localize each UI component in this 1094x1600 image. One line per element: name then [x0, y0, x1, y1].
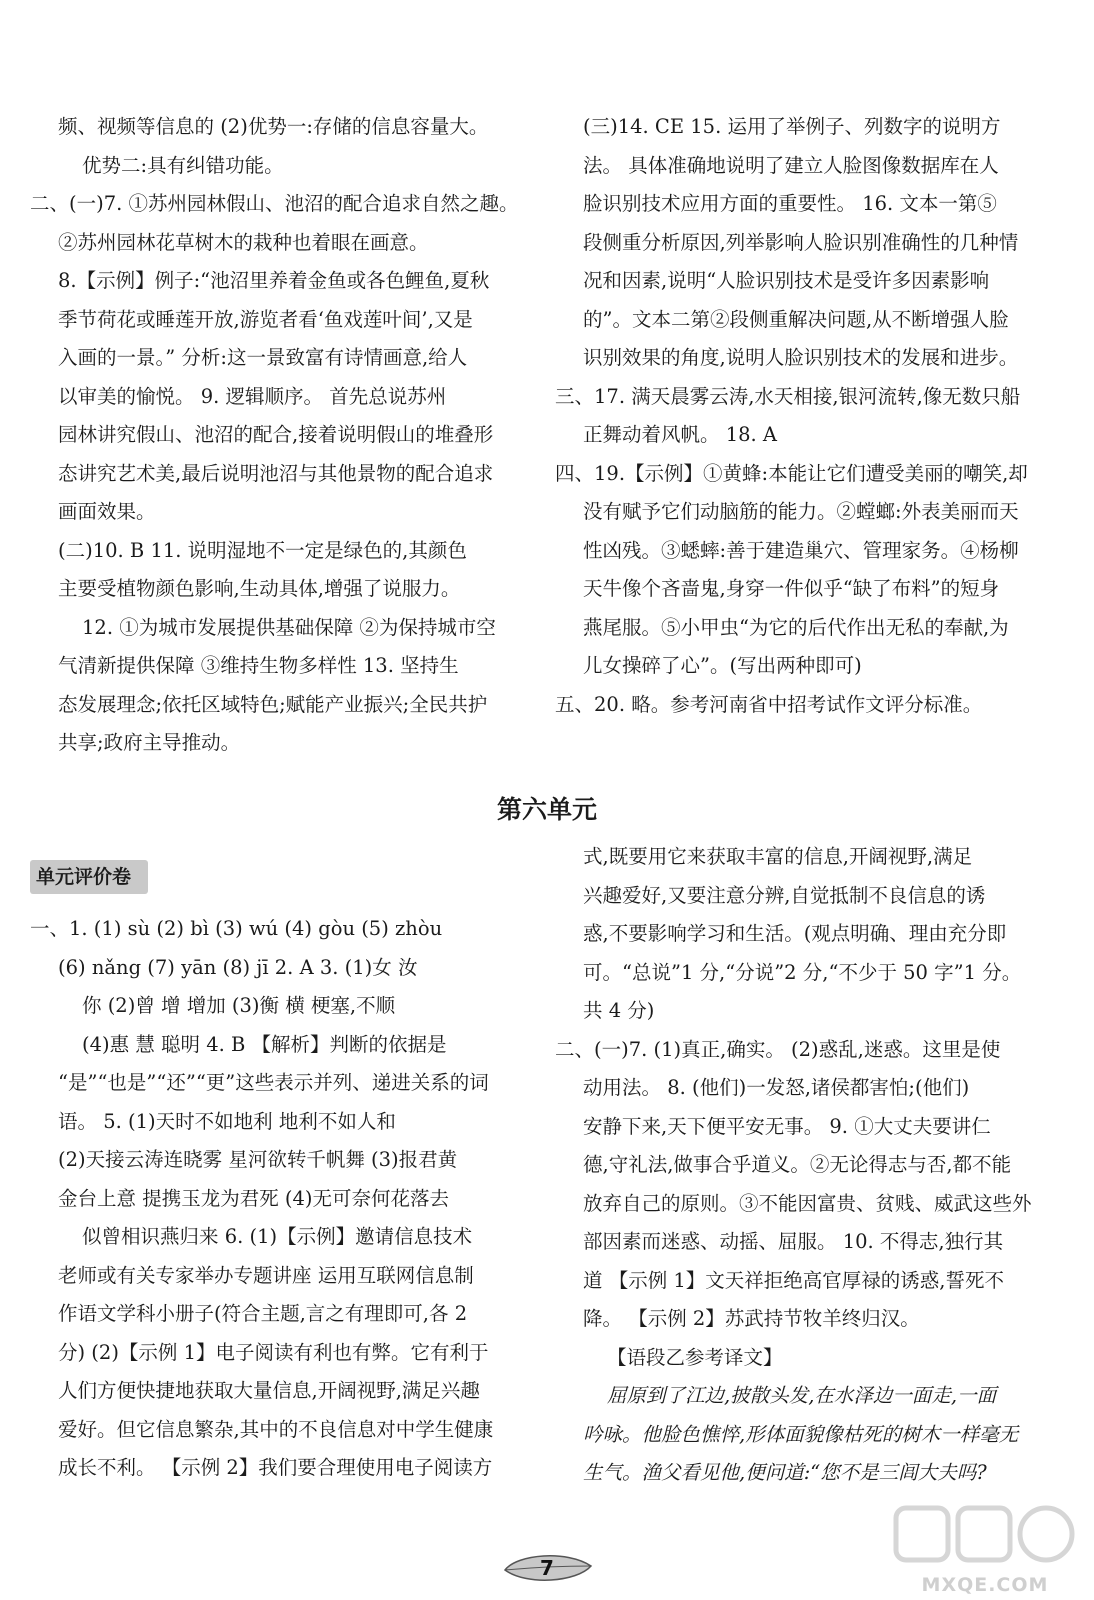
text-line: 德,守礼法,做事合乎道义。②无论得志与否,都不能 [583, 1153, 1012, 1176]
text-line: 动用法。 8. (他们)一发怒,诸侯都害怕;(他们) [583, 1076, 970, 1099]
text-line: 天牛像个吝啬鬼,身穿一件似乎“缺了布料”的短身 [583, 577, 1000, 600]
text-line: 性凶残。③蟋蟀:善于建造巢穴、管理家务。④杨柳 [583, 538, 1019, 562]
page-number-badge [497, 1548, 597, 1588]
text-line: 没有赋予它们动脑筋的能力。②螳螂:外表美丽而天 [583, 500, 1019, 523]
answer-column-left-top [30, 108, 520, 763]
text-line: 脸识别技术应用方面的重要性。 16. 文本一第⑤ [583, 192, 997, 215]
text-line: 降。 【示例 2】苏武持节牧羊终归汉。 [583, 1307, 920, 1330]
text-line: 一、1. (1) sù (2) bì (3) wú (4) gòu (5) zhòu [30, 917, 443, 940]
text-line: 气清新提供保障 ③维持生物多样性 13. 坚持生 [58, 654, 459, 677]
text-line: 二、(一)7. (1)真正,确实。 (2)惑乱,迷惑。这里是使 [555, 1037, 1001, 1061]
text-line: 况和因素,说明“人脸识别技术是受许多因素影响 [583, 269, 990, 292]
text-line: 识别效果的角度,说明人脸识别技术的发展和进步。 [583, 346, 1019, 369]
text-line: 画面效果。 [58, 500, 156, 523]
text-line: 频、视频等信息的 (2)优势一:存储的信息容量大。 [58, 115, 489, 138]
text-line: 老师或有关专家举办专题讲座 运用互联网信息制 [58, 1263, 474, 1287]
text-line: ②苏州园林花草树木的栽种也着眼在画意。 [58, 230, 429, 254]
text-line: 三、17. 满天晨雾云涛,水天相接,银河流转,像无数只船 [555, 384, 1021, 408]
text-line: 四、19.【示例】①黄蜂:本能让它们遭受美丽的嘲笑,却 [555, 461, 1028, 485]
text-line: 8.【示例】例子:“池沼里养着金鱼或各色鲤鱼,夏秋 [58, 269, 490, 292]
text-line: 12. ①为城市发展提供基础保障 ②为保持城市空 [82, 615, 496, 639]
page-number: 7 [540, 1556, 554, 1580]
text-line: 部因素而迷惑、动摇、屈服。 10. 不得志,独行其 [583, 1230, 1004, 1253]
text-line: (三)14. CE 15. 运用了举例子、列数字的说明方 [583, 115, 1001, 138]
watermark [890, 1500, 1080, 1596]
watermark-logo-icon [890, 1500, 1080, 1570]
text-line: 儿女操碎了心”。(写出两种即可) [583, 654, 862, 677]
text-line: 态讲究艺术美,最后说明池沼与其他景物的配合追求 [58, 461, 494, 485]
section-tag: 单元评价卷 [30, 860, 148, 894]
text-line: 放弃自己的原则。③不能因富贵、贫贱、威武这些外 [583, 1191, 1032, 1215]
unit-title: 第六单元 [496, 795, 597, 824]
text-line: 的”。文本二第②段侧重解决问题,从不断增强人脸 [583, 307, 1009, 331]
text-line: 态发展理念;依托区域特色;赋能产业振兴;全民共护 [58, 692, 488, 716]
text-line: 人们方便快捷地获取大量信息,开阔视野,满足兴趣 [58, 1379, 480, 1402]
text-line: 惑,不要影响学习和生活。(观点明确、理由充分即 [583, 922, 1007, 945]
text-line: 优势二:具有纠错功能。 [82, 153, 284, 177]
answer-column-left-bottom [30, 910, 520, 1488]
text-line: 你 (2)曾 增 增加 (3)衡 横 梗塞,不顺 [82, 994, 396, 1017]
text-line: 段侧重分析原因,列举影响人脸识别准确性的几种情 [583, 230, 1019, 254]
text-line: 五、20. 略。参考河南省中招考试作文评分标准。 [555, 692, 983, 716]
text-line: 金台上意 提携玉龙为君死 (4)无可奈何花落去 [58, 1186, 450, 1210]
text-line: (4)惠 慧 聪明 4. B 【解析】判断的依据是 [82, 1032, 447, 1056]
text-line: 分) (2)【示例 1】电子阅读有利也有弊。它有利于 [58, 1340, 489, 1364]
text-line: 安静下来,天下便平安无事。 9. ①大丈夫要讲仁 [583, 1114, 991, 1138]
text-line: (6) nǎng (7) yān (8) jī 2. A 3. (1)女 汝 [58, 955, 418, 979]
text-line: 共享;政府主导推动。 [58, 731, 241, 754]
text-line: 可。“总说”1 分,“分说”2 分,“不少于 50 字”1 分。 [583, 960, 1022, 984]
text-line: (2)天接云涛连晓雾 星河欲转千帆舞 (3)报君黄 [58, 1148, 458, 1171]
text-line: 二、(一)7. ①苏州园林假山、池沼的配合追求自然之趣。 [30, 192, 519, 215]
text-line: 吟咏。他脸色憔悴,形体面貌像枯死的树木一样毫无 [583, 1422, 1019, 1446]
text-line: 以审美的愉悦。 9. 逻辑顺序。 首先总说苏州 [58, 384, 447, 408]
text-line: 【语段乙参考译文】 [607, 1345, 783, 1369]
text-line: 入画的一景。” 分析:这一景致富有诗情画意,给人 [58, 346, 468, 369]
text-line: 成长不利。 【示例 2】我们要合理使用电子阅读方 [58, 1456, 493, 1479]
text-line: 爱好。但它信息繁杂,其中的不良信息对中学生健康 [58, 1417, 494, 1441]
watermark-text: MXQE.COM [921, 1574, 1049, 1596]
text-line: 似曾相识燕归来 6. (1)【示例】邀请信息技术 [82, 1225, 473, 1248]
text-line: 季节荷花或睡莲开放,游览者看‘鱼戏莲叶间’,又是 [58, 307, 473, 331]
text-line: 语。 5. (1)天时不如地利 地利不如人和 [58, 1109, 396, 1133]
text-line: 共 4 分) [583, 999, 655, 1022]
text-line: 法。 具体准确地说明了建立人脸图像数据库在人 [583, 153, 999, 177]
answer-column-right-top [555, 108, 1070, 724]
text-line: 作语文学科小册子(符合主题,言之有理即可,各 2 [58, 1302, 468, 1325]
text-line: 园林讲究假山、池沼的配合,接着说明假山的堆叠形 [58, 423, 494, 446]
text-line: (二)10. B 11. 说明湿地不一定是绿色的,其颜色 [58, 538, 467, 562]
answer-column-right-bottom [555, 838, 1070, 1493]
text-line: 燕尾服。⑤小甲虫“为它的后代作出无私的奉献,为 [583, 615, 1009, 639]
text-line: 正舞动着风帆。 18. A [583, 423, 777, 446]
text-line: 主要受植物颜色影响,生动具体,增强了说服力。 [58, 577, 461, 600]
text-line: 屈原到了江边,披散头发,在水泽边一面走,一面 [607, 1384, 997, 1407]
text-line: 生气。渔父看见他,便问道:“您不是三闾大夫吗? [583, 1461, 987, 1484]
text-line: 道 【示例 1】文天祥拒绝高官厚禄的诱惑,誓死不 [583, 1268, 1005, 1292]
text-line: 式,既要用它来获取丰富的信息,开阔视野,满足 [583, 845, 973, 868]
text-line: “是”“也是”“还”“更”这些表示并列、递进关系的词 [58, 1071, 489, 1094]
text-line: 兴趣爱好,又要注意分辨,自觉抵制不良信息的诱 [583, 883, 986, 907]
